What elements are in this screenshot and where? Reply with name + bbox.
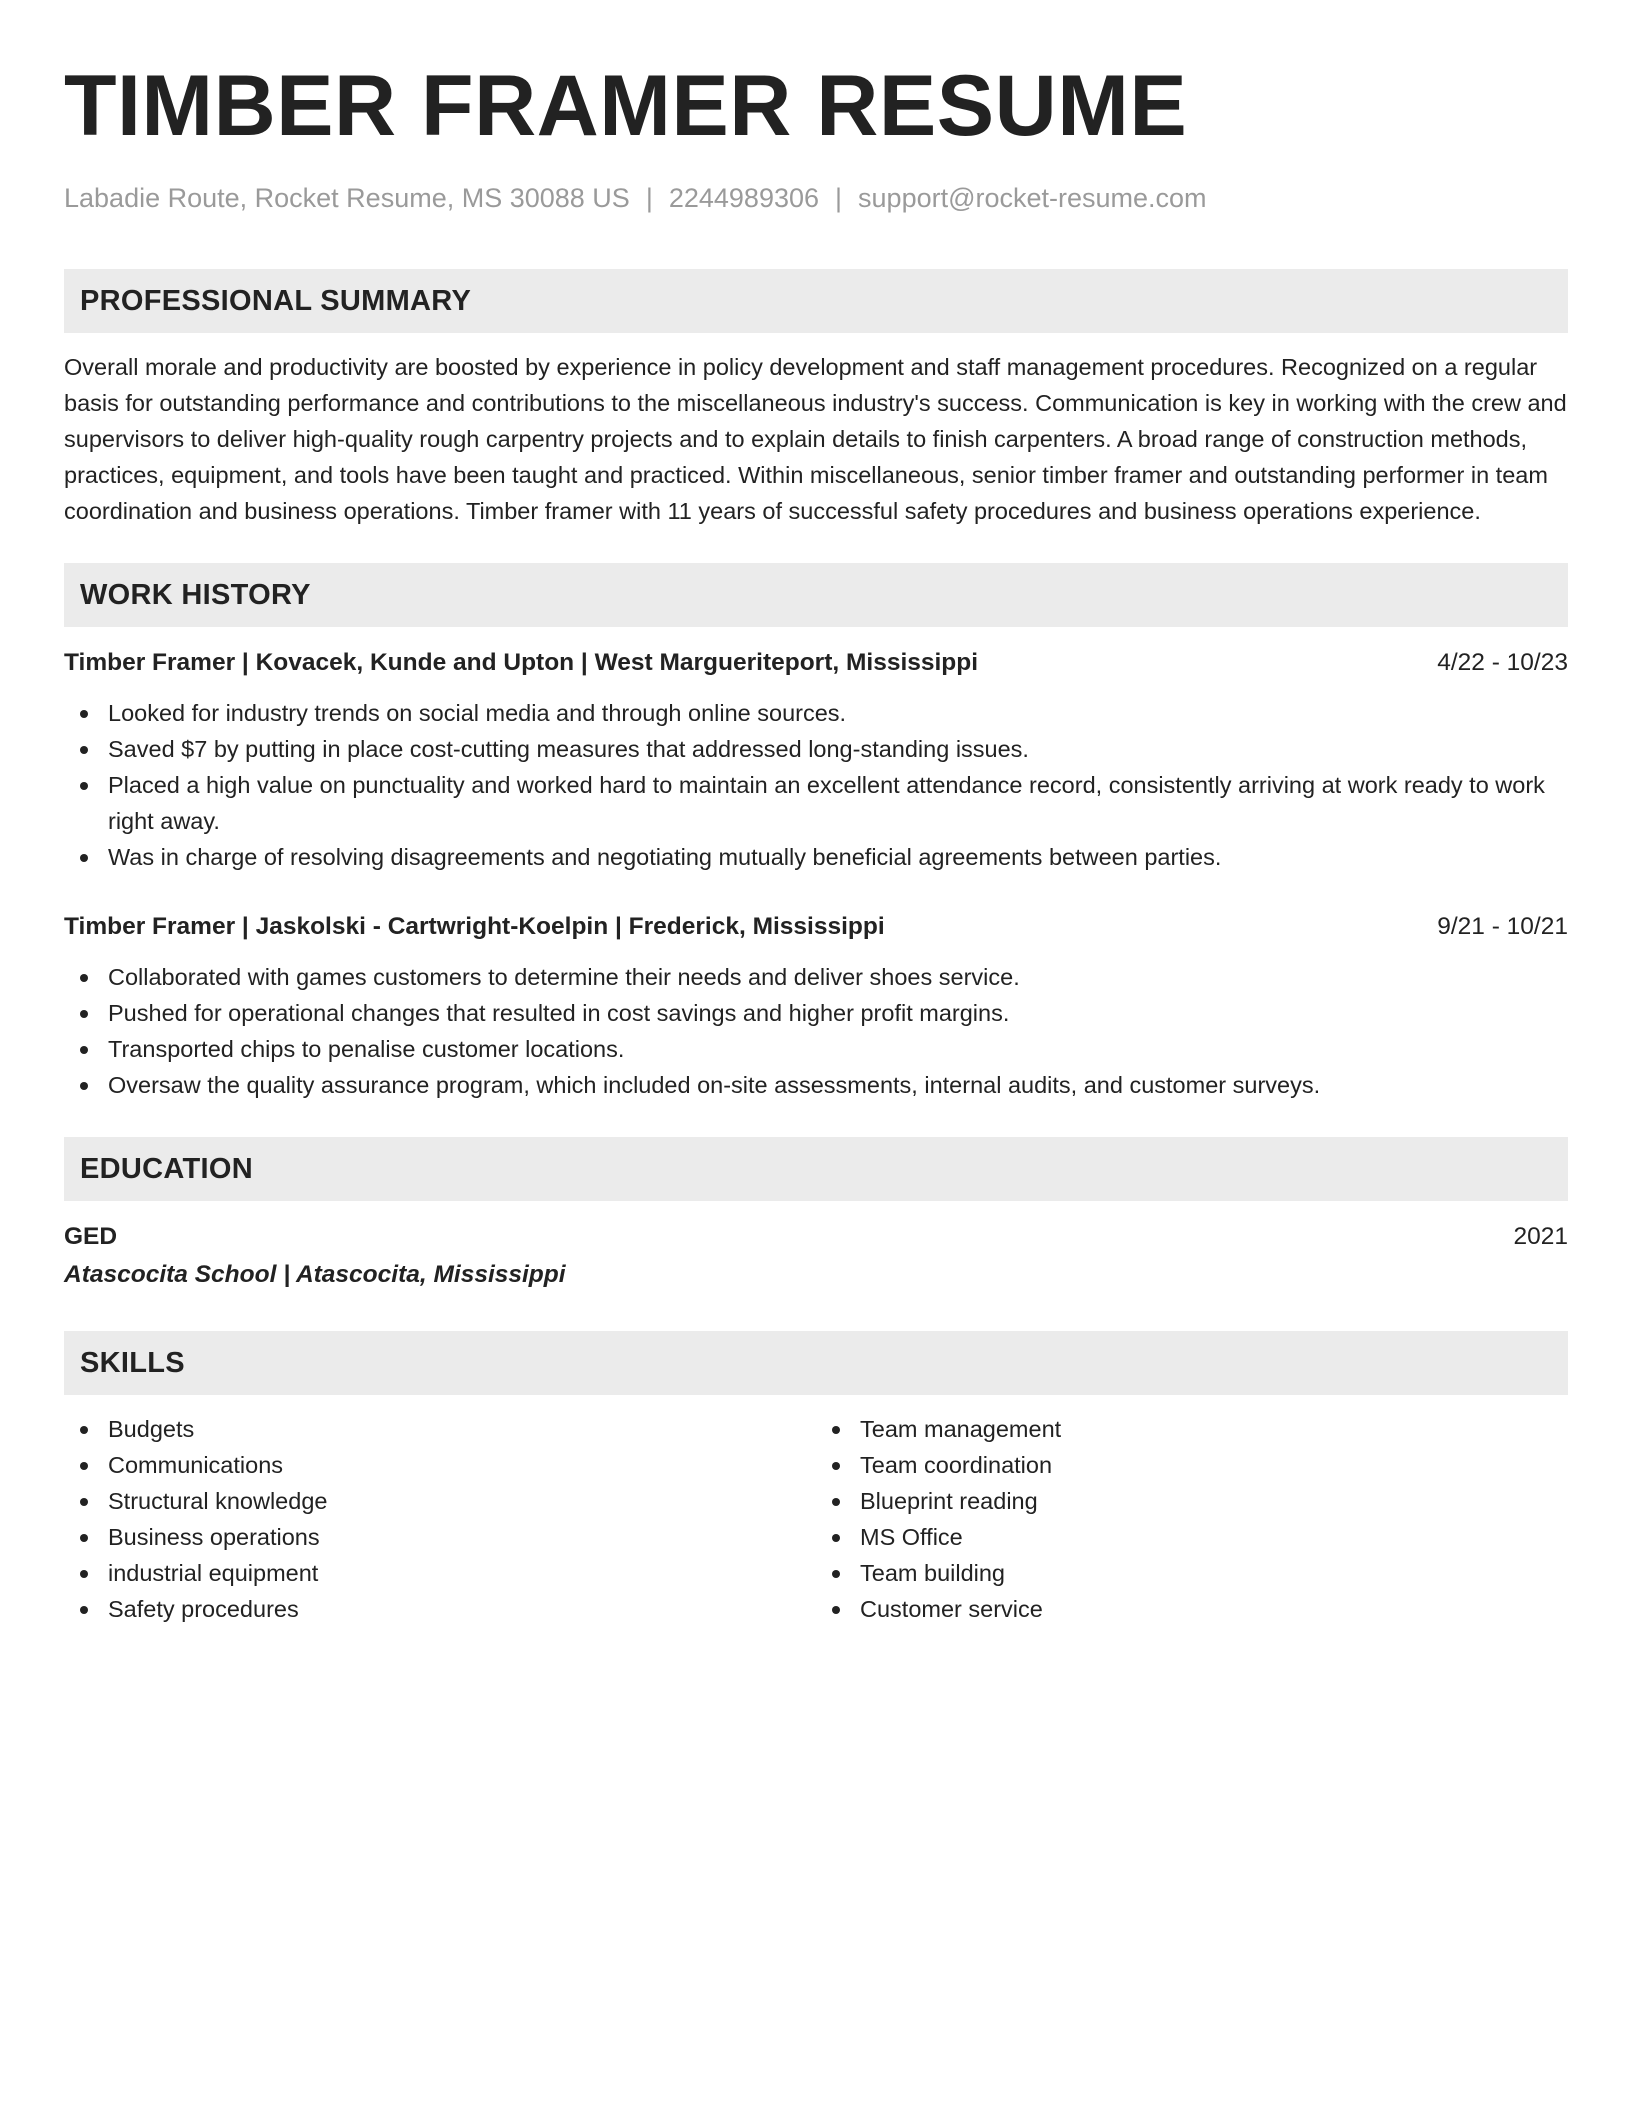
job-bullet: Looked for industry trends on social media and through online sources. — [64, 695, 1568, 731]
job-dates: 9/21 - 10/21 — [1437, 913, 1568, 940]
education-header — [64, 1219, 1568, 1255]
skills-column-right — [816, 1411, 1568, 1627]
job-entry — [64, 645, 1568, 875]
skill-item: Customer service — [816, 1591, 1568, 1627]
skill-item: MS Office — [816, 1519, 1568, 1555]
skill-item: Communications — [64, 1447, 816, 1483]
job-bullets — [64, 695, 1568, 875]
section-header-summary: PROFESSIONAL SUMMARY — [64, 269, 1568, 333]
skill-item: industrial equipment — [64, 1555, 816, 1591]
summary-text: Overall morale and productivity are boosted by experience in policy development and staff management procedures. Recognized on a regular basis for outstanding performance and contributions to the miscellaneous industry's success. Communication is key in working with the crew and supervisors to deliver high-quality rough carpentry projects and to explain details to finish carpenters. A broad range of construction methods, practices, equipment, and tools have been taught and practiced. Within miscellaneous, senior timber framer and outstanding performer in team coordination and business operations. Timber framer with 11 years of successful safety procedures and business operations experience. — [64, 354, 1567, 524]
contact-line — [64, 180, 1568, 216]
contact-separator: | — [835, 183, 843, 213]
section-header-education: EDUCATION — [64, 1137, 1568, 1201]
job-title: Timber Framer | Jaskolski - Cartwright-Koelpin | Frederick, Mississippi — [64, 913, 885, 940]
skills-columns — [64, 1411, 1568, 1627]
job-bullet: Was in charge of resolving disagreements and negotiating mutually beneficial agreements between parties. — [64, 839, 1568, 875]
job-bullets — [64, 959, 1568, 1103]
job-bullet: Collaborated with games customers to determine their needs and deliver shoes service. — [64, 959, 1568, 995]
skill-item: Business operations — [64, 1519, 816, 1555]
skill-item: Safety procedures — [64, 1591, 816, 1627]
job-header — [64, 909, 1568, 945]
skill-item: Team coordination — [816, 1447, 1568, 1483]
education-year: 2021 — [1513, 1223, 1568, 1250]
skills-list — [64, 1411, 816, 1627]
skills-column-left — [64, 1411, 816, 1627]
contact-address: Labadie Route, Rocket Resume, MS 30088 US — [64, 183, 630, 213]
skill-item: Structural knowledge — [64, 1483, 816, 1519]
section-header-skills: SKILLS — [64, 1331, 1568, 1395]
section-header-work-history: WORK HISTORY — [64, 563, 1568, 627]
skill-item: Team building — [816, 1555, 1568, 1591]
skill-item: Blueprint reading — [816, 1483, 1568, 1519]
contact-separator: | — [645, 183, 653, 213]
job-title: Timber Framer | Kovacek, Kunde and Upton | West Margueriteport, Mississippi — [64, 649, 979, 676]
job-dates: 4/22 - 10/23 — [1437, 649, 1568, 676]
job-bullet: Pushed for operational changes that resulted in cost savings and higher profit margins. — [64, 995, 1568, 1031]
job-bullet: Saved $7 by putting in place cost-cutting measures that addressed long-standing issues. — [64, 731, 1568, 767]
skill-item: Team management — [816, 1411, 1568, 1447]
education-degree: GED — [64, 1223, 118, 1250]
skill-item: Budgets — [64, 1411, 816, 1447]
contact-email: support@rocket-resume.com — [858, 183, 1207, 213]
job-bullet: Placed a high value on punctuality and worked hard to maintain an excellent attendance record, consistently arriving at work ready to work right away. — [64, 767, 1568, 839]
job-entry — [64, 909, 1568, 1103]
skills-list — [816, 1411, 1568, 1627]
contact-phone: 2244989306 — [668, 183, 820, 213]
job-bullet: Oversaw the quality assurance program, which included on-site assessments, internal audits, and customer surveys. — [64, 1067, 1568, 1103]
education-entry — [64, 1219, 1568, 1293]
job-bullet: Transported chips to penalise customer locations. — [64, 1031, 1568, 1067]
resume-title: TIMBER FRAMER RESUME — [64, 58, 1188, 154]
education-school: Atascocita School | Atascocita, Mississippi — [64, 1261, 566, 1288]
job-header — [64, 645, 1568, 681]
